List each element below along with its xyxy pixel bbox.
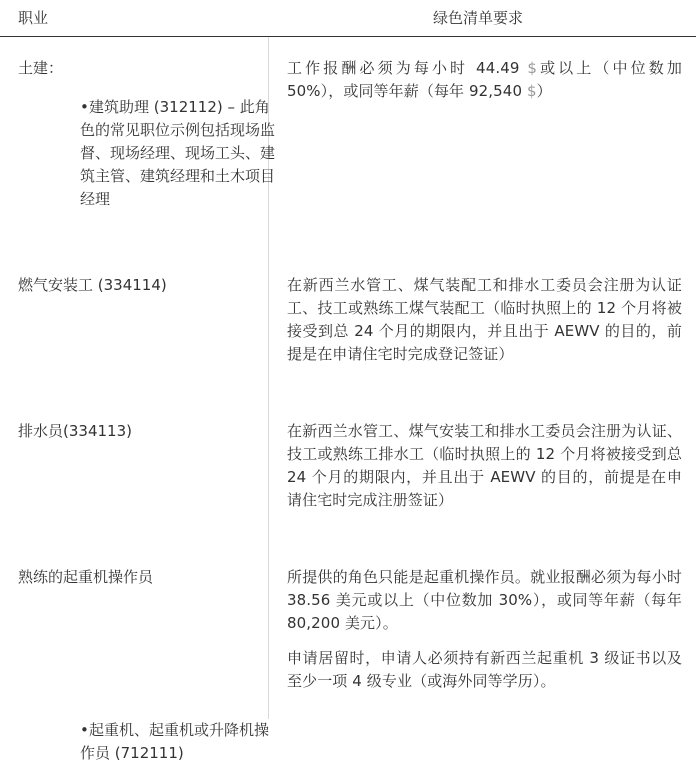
- requirement-text: 所提供的角色只能是起重机操作员。就业报酬必须为每小时 38.56 美元或以上（中位数加 30%），或同等年薪（每年 80,200 美元）。: [287, 568, 682, 632]
- requirement-text-b: 或以上（中位数加 50%），或同等年薪（每年 92,540: [287, 59, 682, 100]
- requirement-crane-operator: [287, 566, 682, 693]
- sub-item-construction-assistant: [18, 96, 280, 211]
- header-requirements: 绿色清单要求: [432, 9, 523, 27]
- sub-item-text: 建筑助理 (312112) – 此角色的常见职位示例包括现场监督、现场经理、现场工头、建筑主管、建筑经理和土木项目经理: [80, 98, 276, 208]
- sub-item-text: 起重机、起重机或升降机操作员 (712111): [80, 721, 270, 762]
- requirement-civil: [287, 57, 682, 103]
- bullet-icon: •: [80, 721, 89, 739]
- bullet-icon: •: [80, 98, 89, 116]
- occupation-drainlayer: 排水员(334113): [18, 422, 132, 440]
- requirement-gasfitter: 在新西兰水管工、煤气装配工和排水工委员会注册为认证工、技工或熟练工煤气装配工（临时执照上的 12 个月将被接受到总 24 个月的期限内，并且出于 AEWV 的目的，前提是在申请住宅时完成登记签证）: [287, 276, 682, 363]
- occupation-crane-operator: 熟练的起重机操作员: [18, 568, 154, 586]
- occupation-gasfitter: 燃气安装工 (334114): [18, 276, 167, 294]
- table-header: [0, 0, 696, 37]
- currency-symbol: $: [526, 82, 537, 100]
- occupation-civil: 土建：: [18, 59, 64, 77]
- sub-item-crane-operator: [18, 719, 280, 765]
- currency-symbol: $: [527, 59, 538, 77]
- requirement-text-2: 申请居留时，申请人必须持有新西兰起重机 3 级证书以及至少一项 4 级专业（或海外同等学历）。: [287, 649, 682, 690]
- requirement-text-a: 工作报酬必须为每小时 44.49: [287, 59, 528, 77]
- requirement-drainlayer: 在新西兰水管工、煤气安装工和排水工委员会注册为认证、技工或熟练工排水工（临时执照上的 12 个月将被接受到总 24 个月的期限内，并且出于 AEWV 的目的，前提是在申请住宅时完成注册签证）: [287, 422, 682, 509]
- header-occupation: 职业: [18, 9, 49, 27]
- requirement-text-c: ）: [536, 82, 552, 100]
